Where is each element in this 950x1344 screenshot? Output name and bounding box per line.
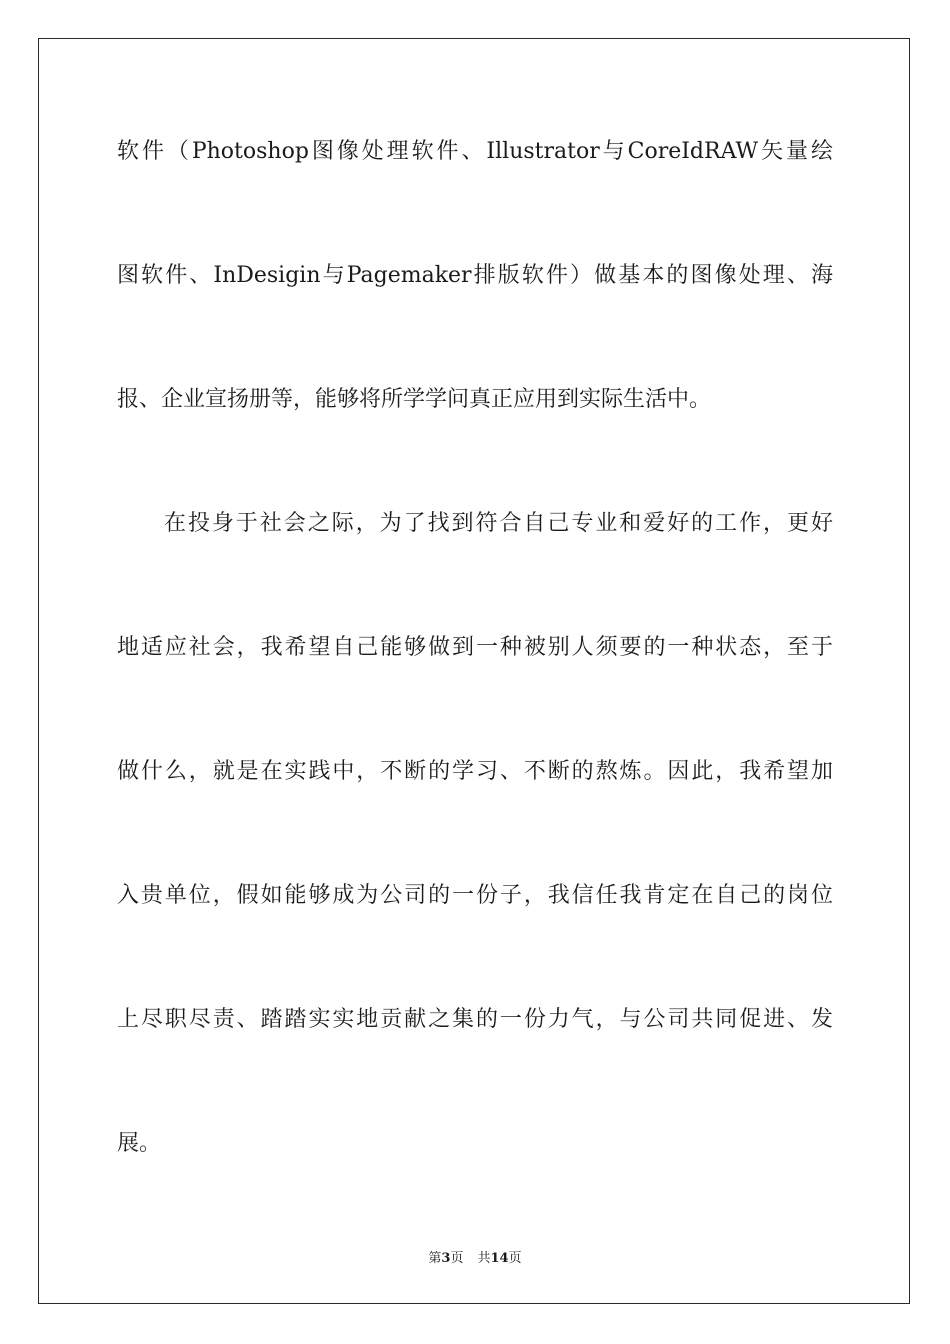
paragraph-2-line-6: 展。 (117, 1131, 162, 1156)
page-border (38, 38, 910, 1304)
paragraph-2-line-2: 地适应社会，我希望自己能够做到一种被别人须要的一种状态，至于 (117, 635, 833, 660)
total-suffix: 页 (508, 1251, 522, 1266)
total-pages: 14 (490, 1251, 509, 1266)
page-footer (0, 1247, 950, 1266)
paragraph-2-line-1: 在投身于社会之际，为了找到符合自己专业和爱好的工作，更好 (164, 511, 833, 536)
page-prefix: 第 (428, 1251, 442, 1266)
total-prefix: 共 (477, 1251, 491, 1266)
paragraph-1-line-2: 图软件、InDesigin与Pagemaker排版软件）做基本的图像处理、海 (117, 263, 833, 288)
paragraph-2-line-3: 做什么，就是在实践中，不断的学习、不断的熬炼。因此，我希望加 (117, 759, 833, 784)
page-suffix: 页 (450, 1251, 464, 1266)
paragraph-1-line-1: 软件（Photoshop图像处理软件、Illustrator与CoreIdRAW矢量绘 (117, 139, 833, 164)
paragraph-2-line-5: 上尽职尽责、踏踏实实地贡献之集的一份力气，与公司共同促进、发 (117, 1007, 833, 1032)
paragraph-1-line-3: 报、企业宣扬册等，能够将所学学问真正应用到实际生活中。 (117, 387, 712, 412)
paragraph-2-line-4: 入贵单位，假如能够成为公司的一份子，我信任我肯定在自己的岗位 (117, 883, 833, 908)
page-number: 3 (441, 1251, 451, 1266)
